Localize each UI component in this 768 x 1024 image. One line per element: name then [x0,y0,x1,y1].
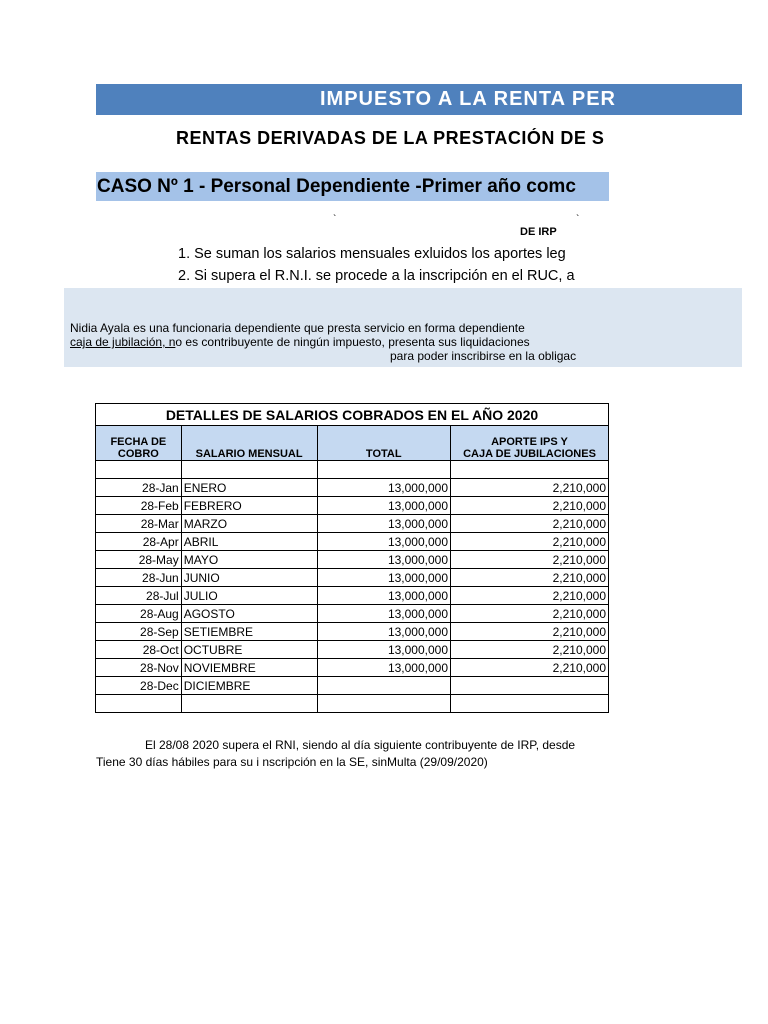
cell-aporte: 2,210,000 [451,623,609,641]
de-irp-label: DE IRP [520,226,557,238]
step-1: 1. Se suman los salarios mensuales exluidos los aportes leg [178,246,566,262]
cell-month: MARZO [181,515,317,533]
cell-aporte: 2,210,000 [451,497,609,515]
cell-month: SETIEMBRE [181,623,317,641]
info-line-2 [70,335,609,349]
header-aporte: APORTE IPS Y CAJA DE JUBILACIONES [451,426,609,461]
table-row [96,587,609,605]
cell-aporte: 2,210,000 [451,551,609,569]
title-bar [96,84,742,115]
table-title: DETALLES DE SALARIOS COBRADOS EN EL AÑO 2020 [96,404,609,426]
cell-date: 28-Mar [96,515,182,533]
cell-date: 28-Jan [96,479,182,497]
cell-total: 13,000,000 [317,569,451,587]
cell-month: MAYO [181,551,317,569]
step-2: 2. Si supera el R.N.I. se procede a la inscripción en el RUC, a [178,268,575,284]
cell-aporte [451,677,609,695]
cell-month: OCTUBRE [181,641,317,659]
cell-date: 28-Sep [96,623,182,641]
salary-table [95,403,609,713]
cell-date: 28-May [96,551,182,569]
table-row-empty [96,695,609,713]
table-row [96,677,609,695]
cell-date: 28-Apr [96,533,182,551]
table-row [96,533,609,551]
cell-total: 13,000,000 [317,587,451,605]
tick-mark: ` [576,214,580,225]
table-row [96,623,609,641]
note-2: Tiene 30 días hábiles para su i nscripción en la SE, sinMulta (29/09/2020) [96,755,488,769]
cell-aporte: 2,210,000 [451,605,609,623]
cell-total: 13,000,000 [317,641,451,659]
table-row [96,551,609,569]
cell-total: 13,000,000 [317,479,451,497]
cell-month: JUNIO [181,569,317,587]
cell-date: 28-Nov [96,659,182,677]
cell-date: 28-Jun [96,569,182,587]
case-title-bar [96,172,609,201]
cell-total: 13,000,000 [317,515,451,533]
cell-month: AGOSTO [181,605,317,623]
cell-month: ABRIL [181,533,317,551]
info-line-3: para poder inscribirse en la obligac [390,349,577,363]
cell-total [317,677,451,695]
cell-total: 13,000,000 [317,605,451,623]
table-row [96,605,609,623]
cell-month: JULIO [181,587,317,605]
cell-aporte: 2,210,000 [451,533,609,551]
cell-date: 28-Aug [96,605,182,623]
salary-table-wrap [95,403,609,717]
table-row-empty [96,461,609,479]
cell-month: NOVIEMBRE [181,659,317,677]
table-row [96,497,609,515]
cell-aporte: 2,210,000 [451,479,609,497]
info-line-2-text: o es contribuyente de ningún impuesto, presenta sus liquidaciones [175,335,530,349]
cell-aporte: 2,210,000 [451,587,609,605]
cell-date: 28-Jul [96,587,182,605]
cell-month: ENERO [181,479,317,497]
case-title: CASO Nº 1 - Personal Dependiente -Primer año comc [97,176,576,197]
header-date: FECHA DE COBRO [96,426,182,461]
cell-month: FEBRERO [181,497,317,515]
cell-total: 13,000,000 [317,533,451,551]
cell-aporte: 2,210,000 [451,515,609,533]
table-row [96,479,609,497]
header-month: SALARIO MENSUAL [181,426,317,461]
cell-total: 13,000,000 [317,659,451,677]
table-row [96,659,609,677]
table-row [96,641,609,659]
subtitle: RENTAS DERIVADAS DE LA PRESTACIÓN DE S [176,128,605,148]
header-total: TOTAL [317,426,451,461]
cell-month: DICIEMBRE [181,677,317,695]
tick-mark: ` [333,214,337,225]
cell-total: 13,000,000 [317,551,451,569]
cell-date: 28-Oct [96,641,182,659]
cell-total: 13,000,000 [317,497,451,515]
table-row [96,569,609,587]
info-line-1: Nidia Ayala es una funcionaria dependiente que presta servicio en forma dependiente [70,321,525,335]
table-row [96,515,609,533]
cell-aporte: 2,210,000 [451,569,609,587]
cell-date: 28-Dec [96,677,182,695]
cell-aporte: 2,210,000 [451,659,609,677]
cell-total: 13,000,000 [317,623,451,641]
cell-date: 28-Feb [96,497,182,515]
page-title: IMPUESTO A LA RENTA PER [320,88,616,110]
note-1: El 28/08 2020 supera el RNI, siendo al día siguiente contribuyente de IRP, desde [145,738,576,752]
info-underlined-text: caja de jubilación, n [70,335,176,349]
cell-aporte: 2,210,000 [451,641,609,659]
